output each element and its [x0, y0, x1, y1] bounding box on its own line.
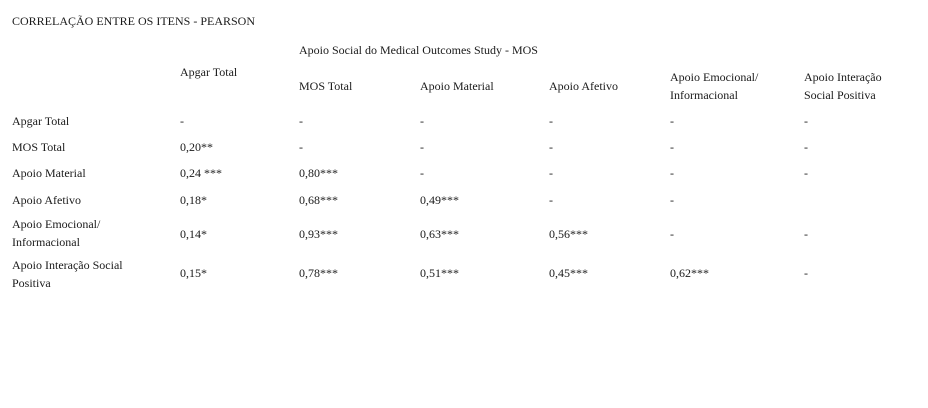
cell: -: [299, 114, 303, 128]
row-label: Apoio Afetivo: [12, 193, 81, 207]
cell: -: [420, 166, 424, 180]
cell: -: [670, 166, 674, 180]
row-label: MOS Total: [12, 140, 66, 154]
cell: 0,68***: [299, 193, 338, 207]
column-header-apoio-emocional: Apoio Emocional/ Informacional: [670, 70, 759, 102]
column-header-apoio-afetivo: Apoio Afetivo: [549, 79, 618, 93]
row-label: Apoio Emocional/ Informacional: [12, 217, 101, 249]
cell: 0,14*: [180, 227, 207, 241]
cell: -: [670, 227, 674, 241]
cell: -: [549, 193, 553, 207]
column-header-apoio-material: Apoio Material: [420, 79, 494, 93]
cell: 0,18*: [180, 193, 207, 207]
cell: 0,93***: [299, 227, 338, 241]
column-header-apgar-total: Apgar Total: [180, 65, 238, 79]
cell: -: [549, 166, 553, 180]
cell: 0,78***: [299, 266, 338, 280]
row-label: Apgar Total: [12, 114, 70, 128]
table-title: CORRELAÇÃO ENTRE OS ITENS - PEARSON: [12, 14, 256, 28]
cell: 0,63***: [420, 227, 459, 241]
cell: -: [180, 114, 184, 128]
cell: -: [670, 193, 674, 207]
group-header: Apoio Social do Medical Outcomes Study - MOS: [299, 43, 538, 57]
cell: -: [670, 140, 674, 154]
cell: -: [549, 140, 553, 154]
cell: -: [420, 114, 424, 128]
cell: -: [420, 140, 424, 154]
cell: 0,56***: [549, 227, 588, 241]
cell: -: [804, 114, 808, 128]
cell: 0,20**: [180, 140, 213, 154]
column-header-apoio-interacao: Apoio Interação Social Positiva: [804, 70, 882, 102]
cell: -: [804, 140, 808, 154]
cell: -: [670, 114, 674, 128]
cell: -: [804, 166, 808, 180]
cell: 0,24 ***: [180, 166, 222, 180]
row-label: Apoio Interação Social Positiva: [12, 258, 123, 290]
cell: 0,45***: [549, 266, 588, 280]
cell: 0,80***: [299, 166, 338, 180]
cell: -: [804, 266, 808, 280]
column-header-mos-total: MOS Total: [299, 79, 353, 93]
cell: 0,49***: [420, 193, 459, 207]
cell: -: [549, 114, 553, 128]
cell: -: [299, 140, 303, 154]
cell: 0,15*: [180, 266, 207, 280]
cell: 0,51***: [420, 266, 459, 280]
row-label: Apoio Material: [12, 166, 86, 180]
cell: -: [804, 227, 808, 241]
cell: 0,62***: [670, 266, 709, 280]
